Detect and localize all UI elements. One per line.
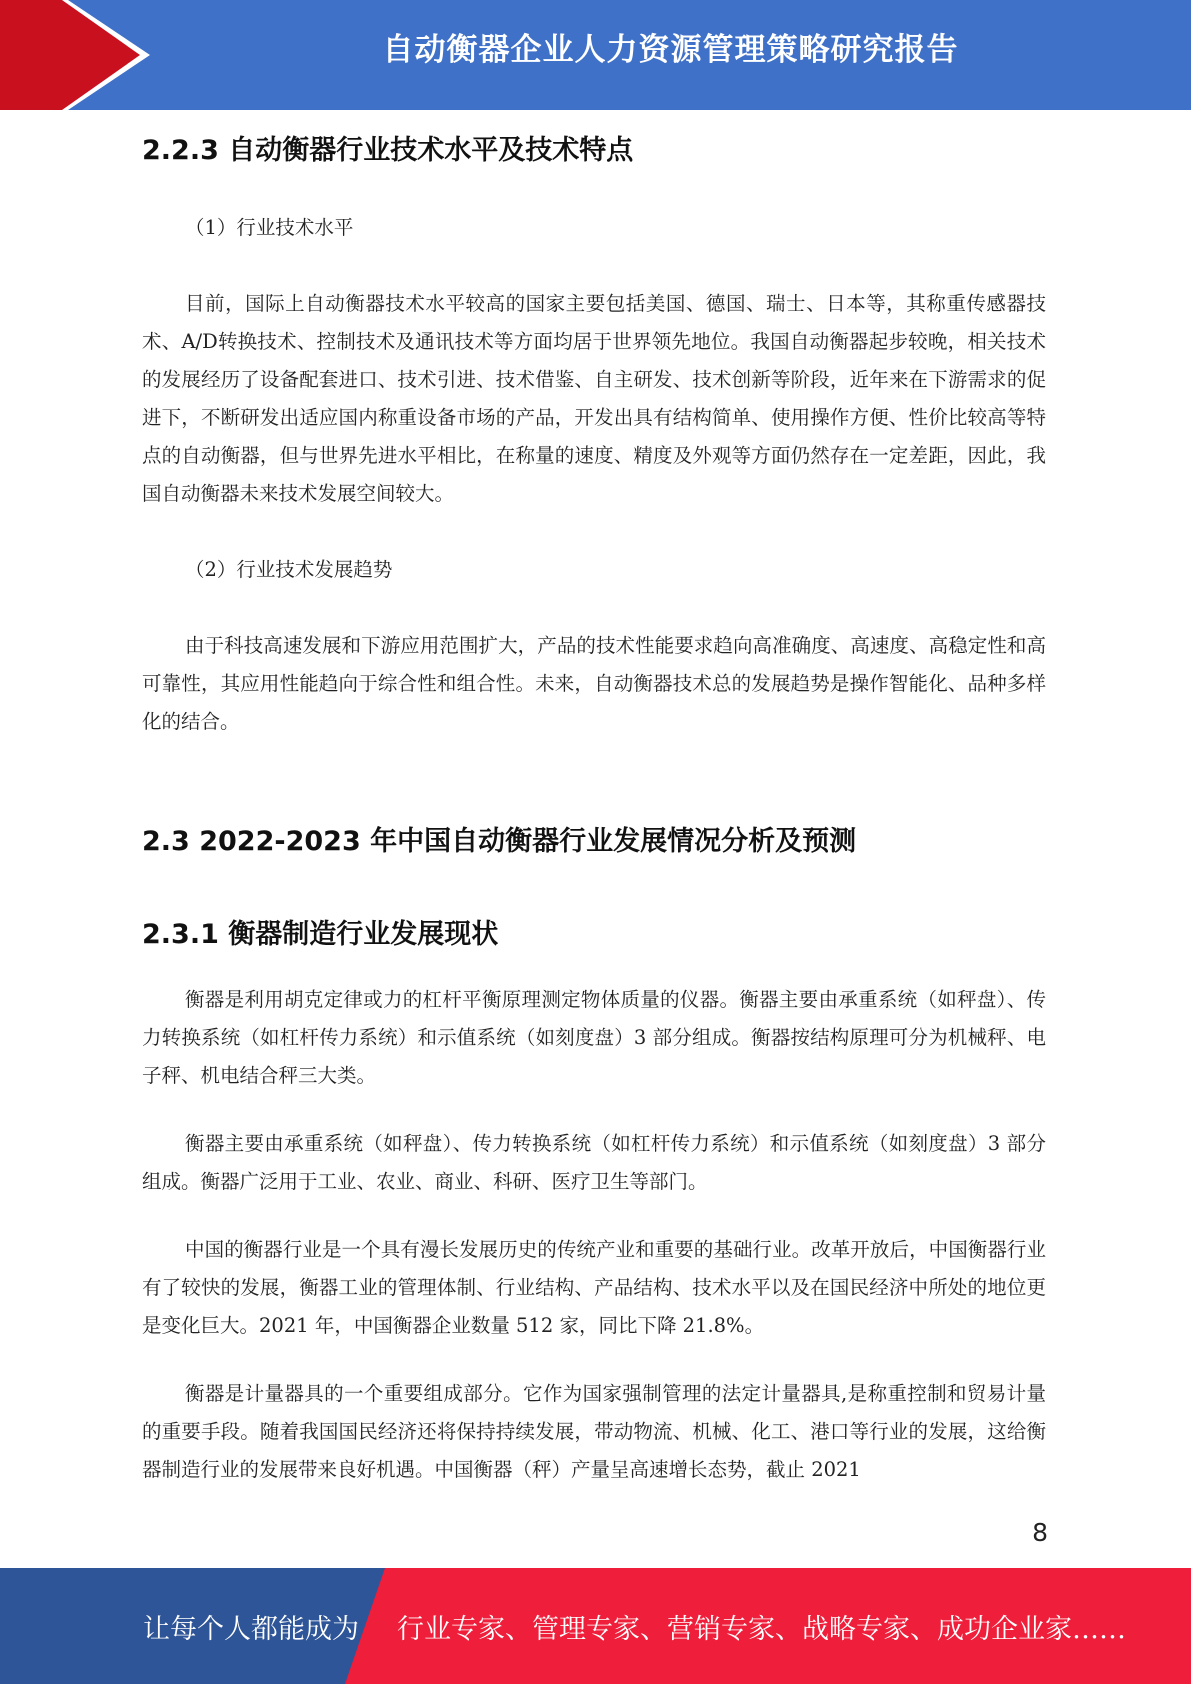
report-title: 自动衡器企业人力资源管理策略研究报告	[382, 32, 959, 68]
page-header	[0, 0, 1191, 110]
subheading-tech-trend: （2）行业技术发展趋势	[185, 558, 393, 581]
page-footer	[0, 1568, 1191, 1684]
section-heading-2-2-3: 2.2.3 自动衡器行业技术水平及技术特点	[142, 135, 634, 166]
paragraph-tech-trend: 由于科技高速发展和下游应用范围扩大，产品的技术性能要求趋向高准确度、高速度、高稳定性和高可靠性，其应用性能趋向于综合性和组合性。未来，自动衡器技术总的发展趋势是操作智能化、品种多样化的结合。	[142, 634, 1046, 733]
section-heading-2-3: 2.3 2022-2023 年中国自动衡器行业发展情况分析及预测	[142, 826, 857, 857]
paragraph-weighing-composition: 衡器主要由承重系统（如秤盘）、传力转换系统（如杠杆传力系统）和示值系统（如刻度盘）3 部分组成。衡器广泛用于工业、农业、商业、科研、医疗卫生等部门。	[142, 1132, 1046, 1193]
paragraph-weighing-definition: 衡器是利用胡克定律或力的杠杆平衡原理测定物体质量的仪器。衡器主要由承重系统（如秤盘）、传力转换系统（如杠杆传力系统）和示值系统（如刻度盘）3 部分组成。衡器按结构原理可分为机械秤、电子秤、机电结合秤三大类。	[142, 988, 1046, 1087]
subheading-tech-level: （1）行业技术水平	[185, 216, 354, 239]
footer-slogan-right: 行业专家、管理专家、营销专家、战略专家、成功企业家……	[397, 1614, 1126, 1645]
paragraph-industry-outlook: 衡器是计量器具的一个重要组成部分。它作为国家强制管理的法定计量器具,是称重控制和贸易计量的重要手段。随着我国国民经济还将保持持续发展，带动物流、机械、化工、港口等行业的发展，这给衡器制造行业的发展带来良好机遇。中国衡器（秤）产量呈高速增长态势，截止 2021	[142, 1382, 1046, 1481]
section-heading-2-3-1: 2.3.1 衡器制造行业发展现状	[142, 919, 499, 950]
footer-slogan-left: 让每个人都能成为	[143, 1614, 359, 1645]
document-body	[142, 128, 1046, 1489]
header-chevron-decoration	[0, 0, 160, 110]
paragraph-tech-level: 目前，国际上自动衡器技术水平较高的国家主要包括美国、德国、瑞士、日本等，其称重传感器技术、A/D转换技术、控制技术及通讯技术等方面均居于世界领先地位。我国自动衡器起步较晚，相关技术的发展经历了设备配套进口、技术引进、技术借鉴、自主研发、技术创新等阶段，近年来在下游需求的促进下，不断研发出适应国内称重设备市场的产品，开发出具有结构简单、使用操作方便、性价比较高等特点的自动衡器，但与世界先进水平相比，在称量的速度、精度及外观等方面仍然存在一定差距，因此，我国自动衡器未来技术发展空间较大。	[142, 292, 1046, 505]
paragraph-industry-history: 中国的衡器行业是一个具有漫长发展历史的传统产业和重要的基础行业。改革开放后，中国衡器行业有了较快的发展，衡器工业的管理体制、行业结构、产品结构、技术水平以及在国民经济中所处的地位更是变化巨大。2021 年，中国衡器企业数量 512 家，同比下降 21.8%。	[142, 1238, 1046, 1337]
page-number: 8	[1032, 1518, 1048, 1547]
